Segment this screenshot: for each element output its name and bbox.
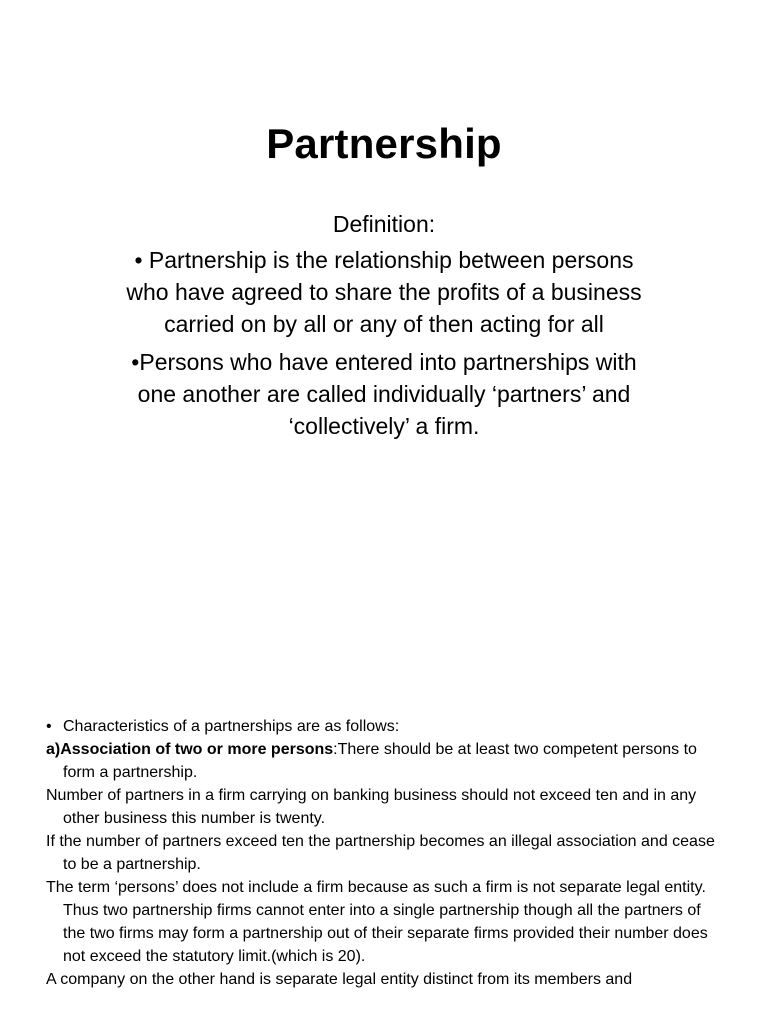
definition-bullet-partners: •Persons who have entered into partnerships with one another are called individually ‘partners’ and ‘collectively’ a firm.	[131, 349, 637, 439]
persons-term-paragraph: The term ‘persons’ does not include a firm because as such a firm is not separate legal entity. Thus two partnership firms cannot enter into a single partnership though all the partners of the two firms may form a partnership out of their separate firms provided their number does not exceed the statutory limit.(which is 20).	[46, 879, 708, 965]
partner-limit-paragraph: Number of partners in a firm carrying on banking business should not exceed ten and in any other business this number is twenty.	[46, 787, 697, 827]
association-requirement	[46, 738, 726, 784]
illegal-association-paragraph: If the number of partners exceed ten the partnership becomes an illegal association and cease to be a partnership.	[46, 833, 715, 873]
bullet-marker: •	[46, 718, 52, 735]
company-paragraph-cutoff: A company on the other hand is separate legal entity distinct from its members and	[46, 971, 633, 988]
association-heading: a)Association of two or more persons	[46, 741, 334, 758]
characteristics-intro	[46, 715, 726, 738]
definition-label: Definition:	[332, 211, 436, 237]
definition-bullet-relationship: • Partnership is the relationship between persons who have agreed to share the profits of a business carried on by all or any of then acting for all	[126, 247, 642, 337]
definition-content	[120, 208, 648, 448]
slide-title: Partnership	[266, 120, 502, 168]
characteristics-intro-text: Characteristics of a partnerships are as follows:	[63, 718, 400, 735]
association-description: :There should be at least two competent persons to form a partnership.	[63, 741, 697, 781]
slide-partnership-characteristics	[0, 690, 768, 1024]
characteristics-text	[46, 715, 726, 991]
